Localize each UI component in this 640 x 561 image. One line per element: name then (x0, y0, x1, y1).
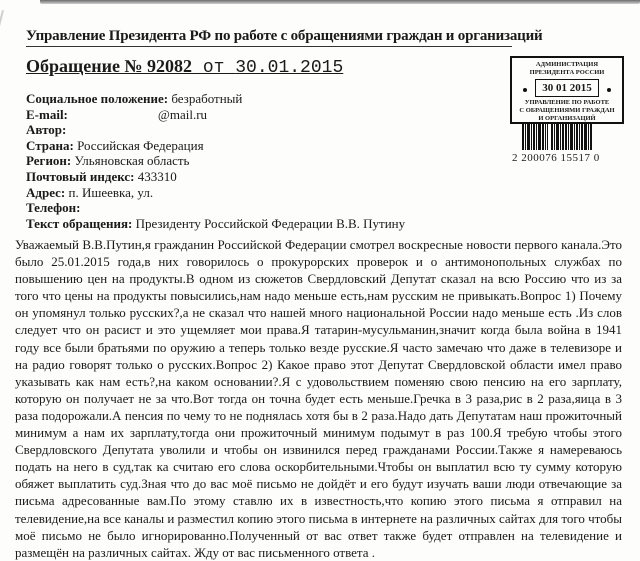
field-appeal-text: Текст обращения: Президенту Российской Федерации В.В. Путину (26, 215, 406, 231)
stamp-date: 30 01 2015 (535, 79, 599, 97)
page-top-shadow (40, 0, 640, 4)
barcode-icon (522, 124, 610, 150)
stamp-dot-icon (607, 88, 611, 92)
field-country: Страна: Российская Федерация (26, 137, 204, 153)
stamp-line-5: И ОРГАНИЗАЦИЙ (538, 115, 596, 122)
appeal-from: от (192, 58, 236, 78)
field-email: E-mail: @mail.ru (26, 106, 208, 122)
stamp-dot-icon (523, 88, 527, 92)
appeal-title (26, 56, 343, 78)
stamp-line-4: С ОБРАЩЕНИЯМИ ГРАЖДАН (519, 107, 615, 114)
stamp-line-2: ПРЕЗИДЕНТА РОССИИ (529, 69, 605, 76)
stamp-line-1: АДМИНИСТРАЦИЯ (535, 61, 599, 68)
appeal-number: 92082 (147, 56, 193, 76)
field-region: Регион: Ульяновская область (26, 153, 190, 169)
field-author: Автор: (26, 122, 67, 138)
field-address: Адрес: п. Ишеевка, ул. (26, 184, 154, 200)
appeal-date: 30.01.2015 (235, 58, 344, 78)
organization-header: Управление Президента РФ по работе с обращениями граждан и организаций (26, 28, 512, 47)
barcode-number: 2 200076 15517 0 (512, 152, 600, 164)
registration-stamp (510, 56, 624, 124)
field-phone: Телефон: (26, 200, 81, 216)
field-social-status: Социальное положение: безработный (26, 91, 243, 106)
appeal-fields (26, 91, 405, 231)
stamp-line-3: УПРАВЛЕНИЕ ПО РАБОТЕ (524, 99, 610, 106)
field-postal-code: Почтовый индекс: 433310 (26, 168, 177, 184)
paper-crease (0, 10, 4, 88)
appeal-body: Уважаемый В.В.Путин,я гражданин Российской Федерации смотрел воскресные новости первого канала.Это было 25.01.2015 года,в них говорилось о прокурорских проверок и о антимонопольных службах по повышению цен на продукты.В одном из сюжетов Свердловский Депутат сказал на всю Россию что из за того что цены на продукты повысились,нам надо меньше есть,нам русским не привыкать.Вопрос 1) Почему он упомянул только русских?,а не сказал что нашей много национальной России надо меньше есть .Из слов следует что он расист и это ущемляет мои права.Я татарин-мусульманин,значит когда была война в 1941 году все были братьями по оружию а теперь только везде русские.Я часто замечаю что даже в телевизоре и на радио говорят только о русских.Вопрос 2) Какое право этот Депутат Свердловской области имел право указывать как нам есть?,на каком основании?.Я с удовольствием поменяю свою пенсию на его зарплату, которую он получает не за что.Вот тогда он точна будет есть меньше.Гречка в 3 раза,рис в 2 раза,яица в 3 раза подорожали.А пенсия по чему то не поднялась хотя бы в 2 раза.Надо дать Депутатам наш прожиточный минимум а нам их зарплату,тогда они прожиточный минимум подымут в раз 100.Я требую чтобы этого Свердловского Депутата уволили и чтобы он извинился перед гражданами России.Также я намереваюсь подать на него в суд,так ка считаю его слова оскорбительными.Чтобы он выплатил всю ту сумму которую обяжет выплатить суд.Зная что до вас моё письмо не дойдёт и его будут изучать ваши люди отвечающие за письма адресованные вам.По этому ставлю их в известность,что копию этого письма я отправил на телевидение,на все каналы и разместил копию этого письма в интернете на различных сайтах для того чтобы моё письмо не было игнорированно.Полученный от вас ответ также будет отправлен на телевидение и размещён на различных сайтах. Жду от вас письменного ответа . (15, 237, 622, 560)
appeal-prefix: Обращение № (26, 56, 148, 76)
